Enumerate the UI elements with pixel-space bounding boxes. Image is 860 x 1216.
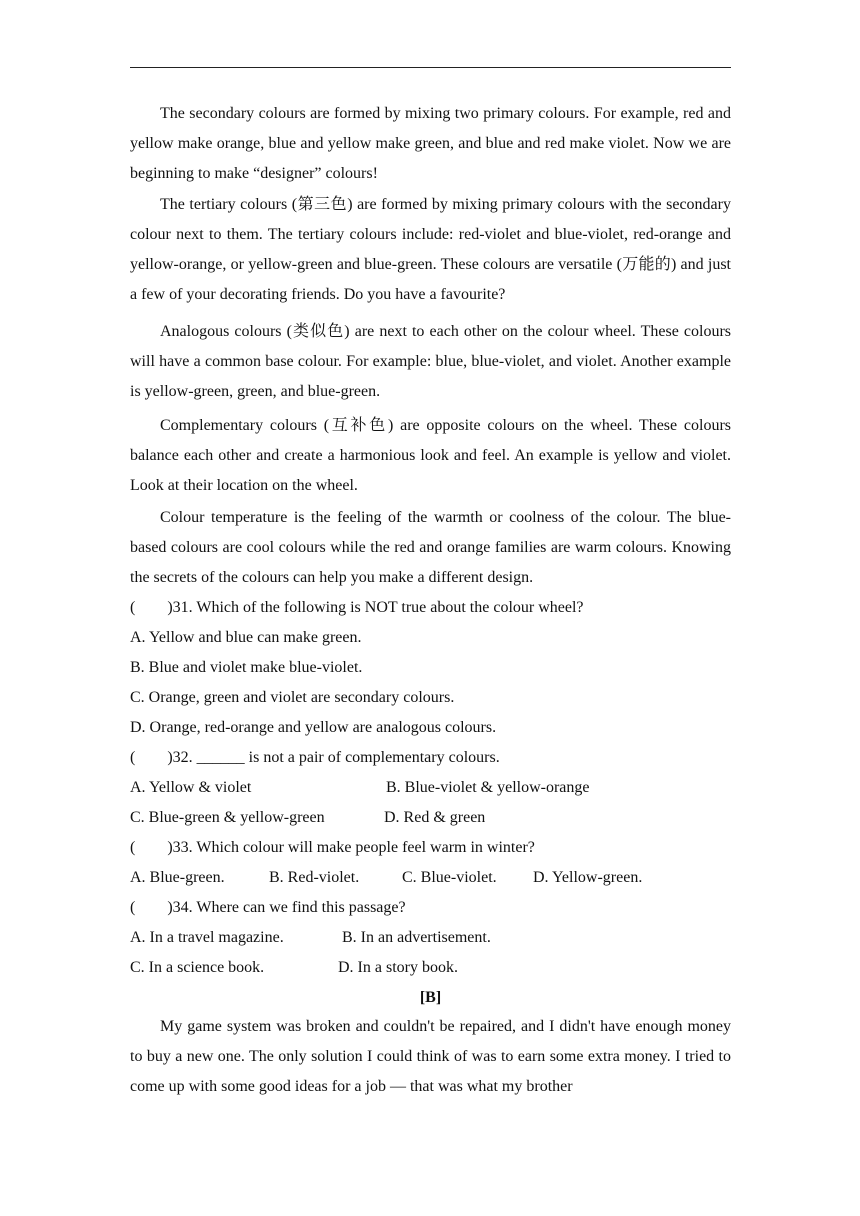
question-33-option-b: B. Red-violet. [269, 869, 360, 886]
question-34-option-d: D. In a story book. [338, 959, 458, 976]
question-31-option-a: A. Yellow and blue can make green. [130, 629, 362, 646]
header-rule [130, 67, 731, 68]
question-33-option-d: D. Yellow-green. [533, 869, 643, 886]
question-31-stem: ( )31. Which of the following is NOT true about the colour wheel? [130, 599, 584, 616]
question-34-option-a: A. In a travel magazine. [130, 929, 284, 946]
question-31-option-c: C. Orange, green and violet are secondary colours. [130, 689, 455, 706]
question-32-option-a: A. Yellow & violet [130, 779, 252, 796]
question-33-option-c: C. Blue-violet. [402, 869, 497, 886]
question-34-option-b: B. In an advertisement. [342, 929, 491, 946]
question-32-option-b: B. Blue-violet & yellow-orange [386, 779, 590, 796]
question-32-option-c: C. Blue-green & yellow-green [130, 809, 325, 826]
question-34-stem: ( )34. Where can we find this passage? [130, 899, 406, 916]
question-31-option-b: B. Blue and violet make blue-violet. [130, 659, 363, 676]
question-33-option-a: A. Blue-green. [130, 869, 225, 886]
question-31-option-d: D. Orange, red-orange and yellow are analogous colours. [130, 719, 497, 736]
paragraph-analogous-colours: Analogous colours (类似色) are next to each other on the colour wheel. These colours will have a common base colour. For example: blue, blue-violet, and violet. Another example is yellow-green, green, and blue-green. [130, 323, 731, 400]
paragraph-complementary-colours: Complementary colours (互补色) are opposite colours on the wheel. These colours balance each other and create a harmonious look and feel. An example is yellow and violet. Look at their location on the wheel. [130, 417, 731, 494]
paragraph-tertiary-colours: The tertiary colours (第三色) are formed by mixing primary colours with the secondary colour next to them. The tertiary colours include: red-violet and blue-violet, red-orange and yellow-orange, or yellow-green and blue-green. These colours are versatile (万能的) and just a few of your decorating friends. Do you have a favourite? [130, 196, 731, 303]
question-34-option-c: C. In a science book. [130, 959, 265, 976]
question-33-stem: ( )33. Which colour will make people feel warm in winter? [130, 839, 535, 856]
question-32-option-d: D. Red & green [384, 809, 486, 826]
section-b-heading: [B] [419, 989, 442, 1006]
paragraph-secondary-colours: The secondary colours are formed by mixing two primary colours. For example, red and yellow make orange, blue and yellow make green, and blue and red make violet. Now we are beginning to make “designer” colours! [130, 105, 731, 182]
question-32-stem: ( )32. ______ is not a pair of complementary colours. [130, 749, 500, 766]
paragraph-colour-temperature: Colour temperature is the feeling of the warmth or coolness of the colour. The blue-based colours are cool colours while the red and orange families are warm colours. Knowing the secrets of the colours can help you make a different design. [130, 509, 731, 586]
section-b-paragraph: My game system was broken and couldn't be repaired, and I didn't have enough money to buy a new one. The only solution I could think of was to earn some extra money. I tried to come up with some good ideas for a job — that was what my brother [130, 1018, 731, 1095]
